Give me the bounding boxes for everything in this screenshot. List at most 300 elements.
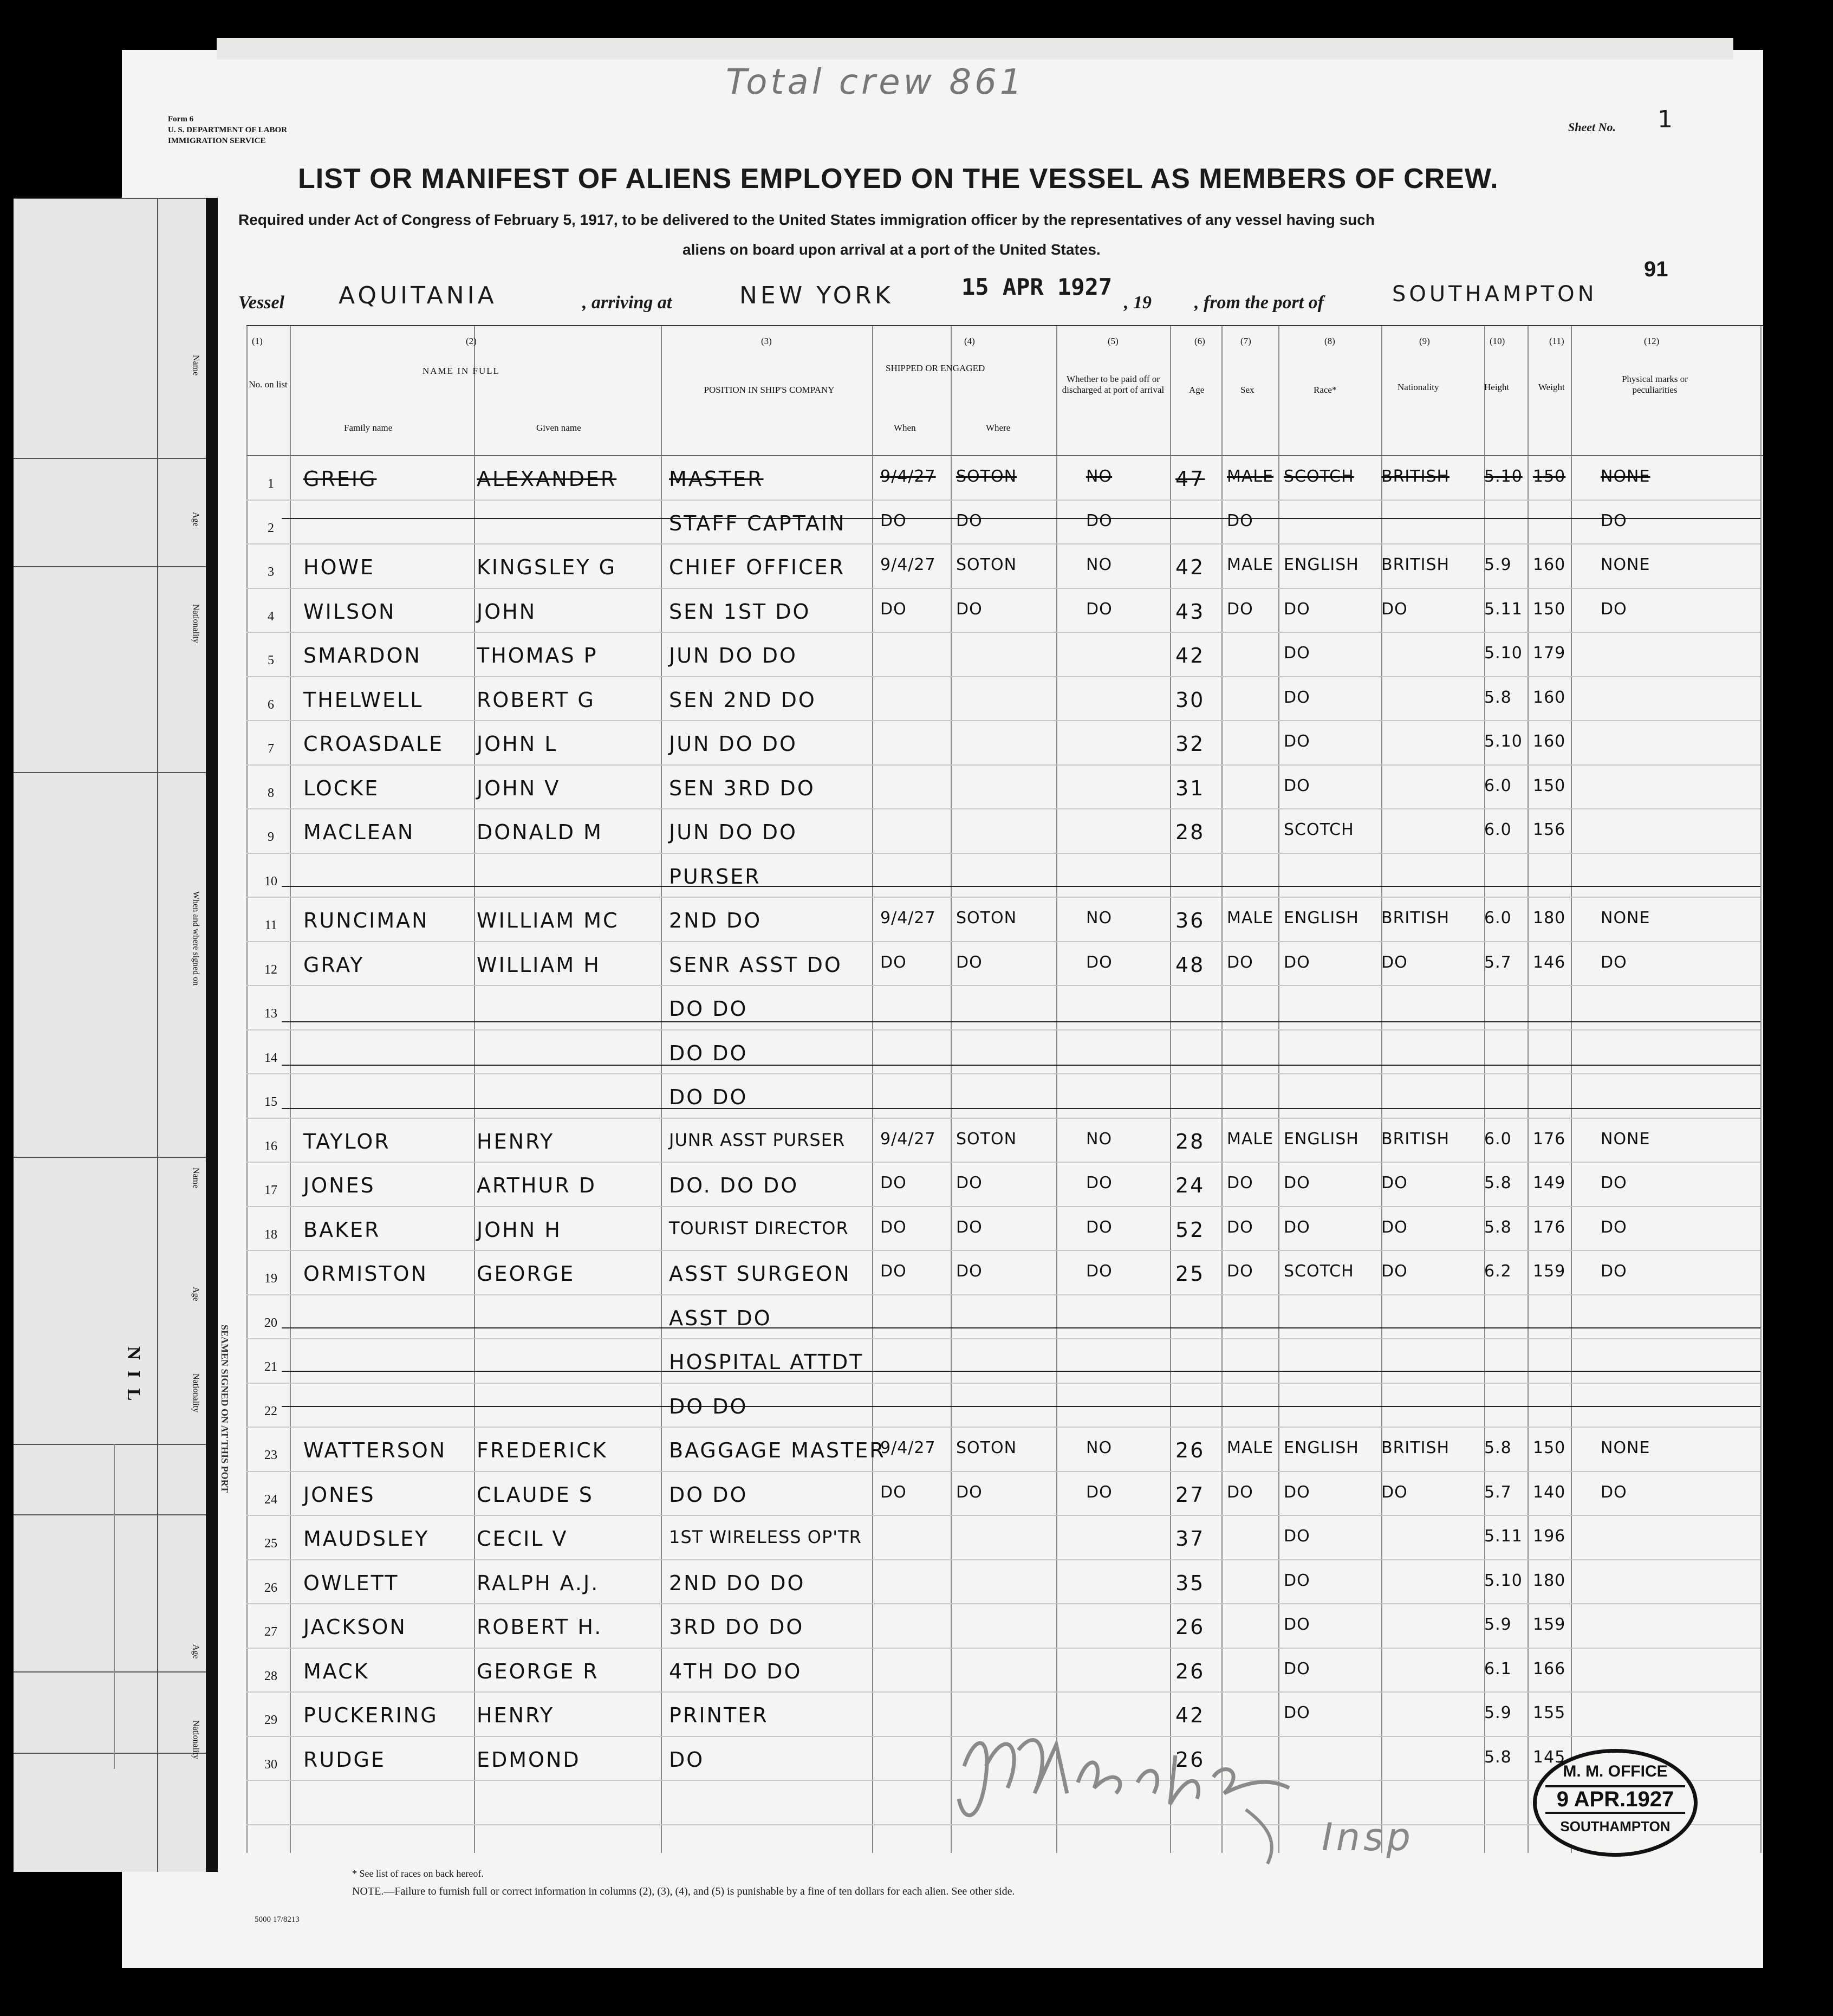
cell-nat: BRITISH <box>1381 1129 1450 1149</box>
cell-family: TAYLOR <box>303 1129 391 1153</box>
cell-weight: 180 <box>1533 909 1566 928</box>
page-number: 91 <box>1644 257 1668 281</box>
cell-given: ROBERT G <box>477 688 595 712</box>
arrival-date-stamp: 15 APR 1927 <box>961 274 1113 300</box>
cell-family: CROASDALE <box>303 732 444 756</box>
cell-family: GREIG <box>303 467 377 491</box>
cell-marks: DO <box>1601 952 1627 972</box>
row-number: 1 <box>268 477 274 491</box>
cell-age: 37 <box>1175 1527 1205 1551</box>
cell-family: LOCKE <box>303 776 380 800</box>
table-column-line <box>246 325 248 1853</box>
cell-family: MACK <box>303 1659 369 1683</box>
cell-family: WILSON <box>303 599 396 624</box>
cell-weight: 150 <box>1533 776 1566 795</box>
row-number: 27 <box>264 1625 277 1639</box>
arriving-port: NEW YORK <box>739 282 894 309</box>
table-row-line <box>246 588 1760 589</box>
cell-family: JACKSON <box>303 1615 407 1639</box>
paper-edge <box>217 38 1733 60</box>
cell-nat: BRITISH <box>1381 909 1450 928</box>
office-stamp <box>1533 1749 1698 1857</box>
cell-height: 5.8 <box>1484 1217 1512 1237</box>
table-row-line <box>282 1065 1760 1066</box>
col-physical-marks: Physical marks or peculiarities <box>1622 374 1688 395</box>
sidebar-nil: NIL <box>123 1346 144 1412</box>
col-sex: Sex <box>1240 385 1254 395</box>
col-shipped-engaged: SHIPPED OR ENGAGED <box>886 363 985 373</box>
table-column-line <box>1381 325 1382 1853</box>
row-number: 11 <box>264 918 277 932</box>
subtitle-line-2: aliens on board upon arrival at a port of the United States. <box>682 241 1101 258</box>
table-column-line <box>290 325 291 1853</box>
print-code: 5000 17/8213 <box>255 1915 300 1924</box>
cell-position: DO DO <box>669 1394 748 1418</box>
row-number: 26 <box>264 1580 277 1595</box>
cell-family: JONES <box>303 1174 375 1197</box>
cell-given: ALEXANDER <box>477 467 617 491</box>
cell-position: 4TH DO DO <box>669 1659 802 1683</box>
cell-marks: DO <box>1601 599 1627 619</box>
cell-position: MASTER <box>669 467 764 491</box>
table-row-line <box>246 1250 1760 1251</box>
cell-given: JOHN <box>477 599 537 624</box>
cell-age: 26 <box>1175 1747 1205 1772</box>
cell-when: DO <box>880 1262 907 1281</box>
cell-race: ENGLISH <box>1284 555 1359 574</box>
cell-where: DO <box>956 1217 983 1237</box>
table-row-line <box>246 897 1760 898</box>
cell-weight: 176 <box>1533 1217 1566 1237</box>
cell-given: ARTHUR D <box>477 1174 596 1197</box>
row-number: 16 <box>264 1139 277 1153</box>
side-panel <box>14 198 230 1872</box>
table-column-line <box>1170 325 1171 1853</box>
cell-nat: DO <box>1381 1174 1408 1192</box>
table-row-line <box>246 853 1760 854</box>
cell-sex: DO <box>1227 1262 1253 1281</box>
cell-age: 42 <box>1175 1703 1205 1727</box>
cell-family: HOWE <box>303 555 375 579</box>
cell-where: SOTON <box>956 467 1017 486</box>
cell-sex: MALE <box>1227 1129 1274 1149</box>
table-column-line <box>872 325 873 1853</box>
cell-age: 48 <box>1175 952 1205 977</box>
col-height: Height <box>1484 382 1510 392</box>
col-age: Age <box>1189 385 1205 395</box>
table-row-line <box>246 325 1763 326</box>
cell-age: 42 <box>1175 555 1205 579</box>
table-row-line <box>282 886 1760 887</box>
year-label: , 19 <box>1124 293 1152 313</box>
cell-weight: 159 <box>1533 1615 1566 1634</box>
sidebar-label-nationality-2: Nationality <box>191 1373 200 1412</box>
cell-given: CLAUDE S <box>477 1482 594 1507</box>
cell-marks: DO <box>1601 511 1627 530</box>
col-family-name: Family name <box>344 423 393 433</box>
table-row-line <box>246 1294 1760 1295</box>
cell-age: 47 <box>1175 467 1205 491</box>
cell-nat: BRITISH <box>1381 467 1450 486</box>
cell-paid: DO <box>1086 952 1113 972</box>
sidebar-label-age-3: Age <box>191 1644 200 1659</box>
cell-where: SOTON <box>956 1129 1017 1149</box>
cell-given: HENRY <box>477 1703 555 1727</box>
cell-weight: 160 <box>1533 732 1566 751</box>
table-row-line <box>246 764 1760 766</box>
cell-race: DO <box>1284 776 1310 795</box>
sidebar-label-age-2: Age <box>191 1287 200 1301</box>
col-given-name: Given name <box>536 423 581 433</box>
footnote-races: * See list of races on back hereof. <box>352 1868 484 1879</box>
col-position: POSITION IN SHIP'S COMPANY <box>704 385 835 395</box>
cell-sex: MALE <box>1227 909 1274 928</box>
total-crew-note: Total crew 861 <box>726 62 1025 102</box>
table-column-line <box>1278 325 1279 1853</box>
sheet-number: 1 <box>1658 106 1676 133</box>
cell-position: SEN 1ST DO <box>669 599 811 624</box>
cell-weight: 180 <box>1533 1571 1566 1590</box>
cell-when: 9/4/27 <box>880 1129 936 1149</box>
cell-weight: 155 <box>1533 1703 1566 1722</box>
cell-when: DO <box>880 511 907 530</box>
cell-when: DO <box>880 599 907 619</box>
cell-height: 6.0 <box>1484 776 1512 795</box>
row-number: 13 <box>264 1007 277 1021</box>
cell-height: 5.7 <box>1484 952 1512 972</box>
sidebar-label-name: Name <box>191 355 200 376</box>
cell-age: 26 <box>1175 1438 1205 1462</box>
cell-sex: MALE <box>1227 1438 1274 1457</box>
row-number: 5 <box>268 653 274 667</box>
cell-given: DONALD M <box>477 820 603 844</box>
sidebar-vertical-note: SEAMEN SIGNED ON AT THIS PORT <box>219 1325 230 1493</box>
cell-position: 3RD DO DO <box>669 1615 804 1639</box>
cell-age: 31 <box>1175 776 1205 800</box>
departure-port: SOUTHAMPTON <box>1392 282 1597 307</box>
cell-position: JUN DO DO <box>669 820 797 844</box>
row-number: 29 <box>264 1713 277 1727</box>
col-name-in-full: NAME IN FULL <box>422 366 500 376</box>
cell-weight: 156 <box>1533 820 1566 839</box>
cell-given: HENRY <box>477 1129 555 1153</box>
cell-age: 35 <box>1175 1571 1205 1595</box>
cell-given: EDMOND <box>477 1747 581 1772</box>
table-row-line <box>246 1206 1760 1207</box>
cell-family: OWLETT <box>303 1571 399 1595</box>
cell-when: 9/4/27 <box>880 909 936 928</box>
cell-family: GRAY <box>303 952 365 977</box>
cell-where: DO <box>956 1174 983 1192</box>
cell-age: 36 <box>1175 909 1205 932</box>
cell-paid: NO <box>1086 467 1113 486</box>
cell-weight: 160 <box>1533 555 1566 574</box>
row-number: 25 <box>264 1537 277 1551</box>
cell-where: SOTON <box>956 909 1017 928</box>
cell-position: DO DO <box>669 1041 748 1065</box>
cell-age: 52 <box>1175 1217 1205 1242</box>
cell-family: PUCKERING <box>303 1703 438 1727</box>
cell-position: DO <box>669 1747 705 1772</box>
cell-paid: NO <box>1086 1438 1113 1457</box>
cell-age: 28 <box>1175 1129 1205 1153</box>
cell-height: 6.0 <box>1484 1129 1512 1149</box>
table-row-line <box>246 543 1760 544</box>
cell-family: ORMISTON <box>303 1262 428 1286</box>
table-row-line <box>282 1327 1760 1328</box>
col-weight: Weight <box>1538 382 1565 392</box>
cell-height: 5.9 <box>1484 1615 1512 1634</box>
col-no-on-list: No. on list <box>249 379 288 390</box>
sidebar-label-signed-on: When and where signed on <box>191 891 200 986</box>
table-row-line <box>246 1427 1760 1428</box>
from-port-label: , from the port of <box>1194 293 1324 313</box>
cell-position: STAFF CAPTAIN <box>669 511 846 535</box>
cell-age: 26 <box>1175 1659 1205 1683</box>
vessel-label: Vessel <box>238 293 284 313</box>
row-number: 4 <box>268 609 274 624</box>
sidebar-label-age: Age <box>191 512 200 527</box>
cell-age: 26 <box>1175 1615 1205 1639</box>
cell-sex: MALE <box>1227 467 1274 486</box>
cell-height: 5.10 <box>1484 467 1523 486</box>
cell-marks: DO <box>1601 1217 1627 1237</box>
cell-height: 5.8 <box>1484 1174 1512 1192</box>
cell-race: DO <box>1284 599 1310 619</box>
form-label: Form 6 U. S. DEPARTMENT OF LABOR IMMIGRATION SERVICE <box>168 115 288 145</box>
table-row-line <box>282 1371 1760 1372</box>
cell-weight: 160 <box>1533 688 1566 707</box>
col-nationality: Nationality <box>1398 382 1439 392</box>
cell-position: ASST DO <box>669 1306 772 1330</box>
cell-race: DO <box>1284 1174 1310 1192</box>
cell-race: ENGLISH <box>1284 1438 1359 1457</box>
cell-family: BAKER <box>303 1217 381 1242</box>
sidebar-label-nationality: Nationality <box>191 604 200 643</box>
cell-age: 24 <box>1175 1174 1205 1197</box>
table-row-line <box>246 1471 1760 1472</box>
row-number: 17 <box>264 1183 277 1197</box>
insp-note: Insp <box>1322 1815 1414 1859</box>
cell-where: SOTON <box>956 1438 1017 1457</box>
cell-given: ROBERT H. <box>477 1615 603 1639</box>
cell-nat: DO <box>1381 1262 1408 1281</box>
cell-height: 5.9 <box>1484 555 1512 574</box>
cell-nat: DO <box>1381 1217 1408 1237</box>
cell-position: PRINTER <box>669 1703 769 1727</box>
row-number: 9 <box>268 830 274 844</box>
stamp-office: M. M. OFFICE <box>1563 1762 1668 1780</box>
cell-marks: NONE <box>1601 1129 1650 1149</box>
cell-height: 5.10 <box>1484 644 1523 663</box>
cell-sex: MALE <box>1227 555 1274 574</box>
cell-given: FREDERICK <box>477 1438 608 1462</box>
row-number: 28 <box>264 1669 277 1683</box>
vessel-name: AQUITANIA <box>339 282 497 309</box>
cell-position: HOSPITAL ATTDT <box>669 1350 864 1374</box>
row-number: 30 <box>264 1757 277 1772</box>
cell-position: SEN 3RD DO <box>669 776 815 800</box>
cell-age: 32 <box>1175 732 1205 756</box>
cell-marks: NONE <box>1601 467 1650 486</box>
sidebar-label-name-2: Name <box>191 1168 200 1189</box>
cell-when: DO <box>880 1174 907 1192</box>
cell-weight: 150 <box>1533 1438 1566 1457</box>
cell-position: JUNR ASST PURSER <box>669 1129 846 1150</box>
col-race: Race* <box>1314 385 1337 395</box>
cell-race: DO <box>1284 1482 1310 1502</box>
cell-given: WILLIAM H <box>477 952 601 977</box>
row-number: 15 <box>264 1095 277 1109</box>
cell-position: ASST SURGEON <box>669 1262 851 1286</box>
subtitle-line-1: Required under Act of Congress of February 5, 1917, to be delivered to the United States immigration officer by the representatives of any vessel having such <box>238 211 1375 228</box>
cell-position: DO DO <box>669 997 748 1021</box>
cell-height: 5.8 <box>1484 1438 1512 1457</box>
cell-sex: DO <box>1227 1482 1253 1502</box>
table-row-line <box>246 1515 1760 1516</box>
cell-age: 43 <box>1175 599 1205 624</box>
cell-position: DO DO <box>669 1085 748 1109</box>
cell-marks: NONE <box>1601 909 1650 928</box>
cell-sex: DO <box>1227 1174 1253 1192</box>
table-column-line <box>1221 325 1223 1853</box>
table-row-line <box>246 1691 1760 1693</box>
cell-where: SOTON <box>956 555 1017 574</box>
cell-weight: 149 <box>1533 1174 1566 1192</box>
table-row-line <box>246 455 1763 456</box>
cell-weight: 196 <box>1533 1527 1566 1546</box>
cell-where: DO <box>956 511 983 530</box>
cell-when: 9/4/27 <box>880 1438 936 1457</box>
cell-nat: BRITISH <box>1381 555 1450 574</box>
cell-family: SMARDON <box>303 644 421 667</box>
cell-nat: DO <box>1381 1482 1408 1502</box>
cell-sex: DO <box>1227 511 1253 530</box>
table-row-line <box>246 1118 1760 1119</box>
cell-paid: NO <box>1086 909 1113 928</box>
cell-when: DO <box>880 1482 907 1502</box>
cell-weight: 146 <box>1533 952 1566 972</box>
cell-weight: 140 <box>1533 1482 1566 1502</box>
cell-weight: 150 <box>1533 599 1566 619</box>
cell-family: MACLEAN <box>303 820 415 844</box>
table-row-line <box>246 676 1760 677</box>
cell-height: 6.1 <box>1484 1659 1512 1678</box>
cell-weight: 179 <box>1533 644 1566 663</box>
cell-weight: 176 <box>1533 1129 1566 1149</box>
cell-race: DO <box>1284 1571 1310 1590</box>
cell-position: DO DO <box>669 1482 748 1507</box>
sidebar-label-nationality-3: Nationality <box>191 1720 200 1759</box>
cell-position: TOURIST DIRECTOR <box>669 1217 849 1239</box>
cell-when: 9/4/27 <box>880 555 936 574</box>
row-number: 2 <box>268 521 274 535</box>
stamp-place: SOUTHAMPTON <box>1560 1818 1670 1835</box>
cell-height: 6.0 <box>1484 820 1512 839</box>
row-number: 23 <box>264 1448 277 1462</box>
cell-race: DO <box>1284 1703 1310 1722</box>
cell-given: CECIL V <box>477 1527 568 1551</box>
cell-race: ENGLISH <box>1284 909 1359 928</box>
cell-age: 30 <box>1175 688 1205 712</box>
cell-race: DO <box>1284 1659 1310 1678</box>
table-row-line <box>246 1603 1760 1604</box>
table-row-line <box>282 1021 1760 1022</box>
cell-nat: BRITISH <box>1381 1438 1450 1457</box>
row-number: 14 <box>264 1051 277 1065</box>
cell-family: MAUDSLEY <box>303 1527 430 1551</box>
cell-position: 1ST WIRELESS OP'TR <box>669 1527 862 1547</box>
cell-when: DO <box>880 952 907 972</box>
table-column-line <box>1760 325 1761 1853</box>
cell-family: RUNCIMAN <box>303 909 429 932</box>
row-number: 20 <box>264 1315 277 1330</box>
table-row-line <box>282 518 1760 519</box>
col-where: Where <box>986 423 1011 433</box>
table-row-line <box>282 1108 1760 1109</box>
cell-height: 5.10 <box>1484 1571 1523 1590</box>
cell-race: DO <box>1284 952 1310 972</box>
cell-family: JONES <box>303 1482 375 1507</box>
cell-given: RALPH A.J. <box>477 1571 600 1595</box>
table-column-line <box>661 325 662 1853</box>
cell-paid: DO <box>1086 599 1113 619</box>
row-number: 22 <box>264 1404 277 1418</box>
cell-given: JOHN H <box>477 1217 562 1242</box>
cell-position: 2ND DO DO <box>669 1571 805 1595</box>
row-number: 19 <box>264 1272 277 1286</box>
cell-age: 28 <box>1175 820 1205 844</box>
cell-height: 5.9 <box>1484 1703 1512 1722</box>
row-number: 24 <box>264 1492 277 1507</box>
cell-weight: 159 <box>1533 1262 1566 1281</box>
cell-where: DO <box>956 599 983 619</box>
cell-paid: DO <box>1086 1262 1113 1281</box>
cell-race: SCOTCH <box>1284 1262 1354 1281</box>
cell-race: DO <box>1284 732 1310 751</box>
table-column-line <box>1528 325 1529 1853</box>
inspector-signature <box>942 1701 1354 1880</box>
cell-family: THELWELL <box>303 688 424 712</box>
row-number: 10 <box>264 874 277 889</box>
cell-height: 6.2 <box>1484 1262 1512 1281</box>
row-number: 21 <box>264 1360 277 1374</box>
row-number: 8 <box>268 786 274 800</box>
cell-position: SEN 2ND DO <box>669 688 816 712</box>
row-number: 18 <box>264 1227 277 1242</box>
table-row-line <box>246 1073 1760 1074</box>
table-row-line <box>282 1406 1760 1407</box>
cell-given: JOHN V <box>477 776 561 800</box>
cell-paid: DO <box>1086 511 1113 530</box>
cell-where: DO <box>956 1482 983 1502</box>
cell-sex: DO <box>1227 599 1253 619</box>
cell-marks: NONE <box>1601 1438 1650 1457</box>
cell-sex: DO <box>1227 952 1253 972</box>
col-paid-off: Whether to be paid off or discharged at port of arrival <box>1062 374 1165 395</box>
table-row-line <box>246 720 1760 721</box>
cell-height: 5.8 <box>1484 688 1512 707</box>
cell-marks: DO <box>1601 1262 1627 1281</box>
cell-race: DO <box>1284 1615 1310 1634</box>
cell-race: DO <box>1284 1217 1310 1237</box>
cell-family: WATTERSON <box>303 1438 447 1462</box>
cell-race: ENGLISH <box>1284 1129 1359 1149</box>
cell-height: 5.11 <box>1484 599 1523 619</box>
cell-paid: DO <box>1086 1174 1113 1192</box>
cell-given: WILLIAM MC <box>477 909 619 932</box>
table-column-line <box>1056 325 1057 1853</box>
